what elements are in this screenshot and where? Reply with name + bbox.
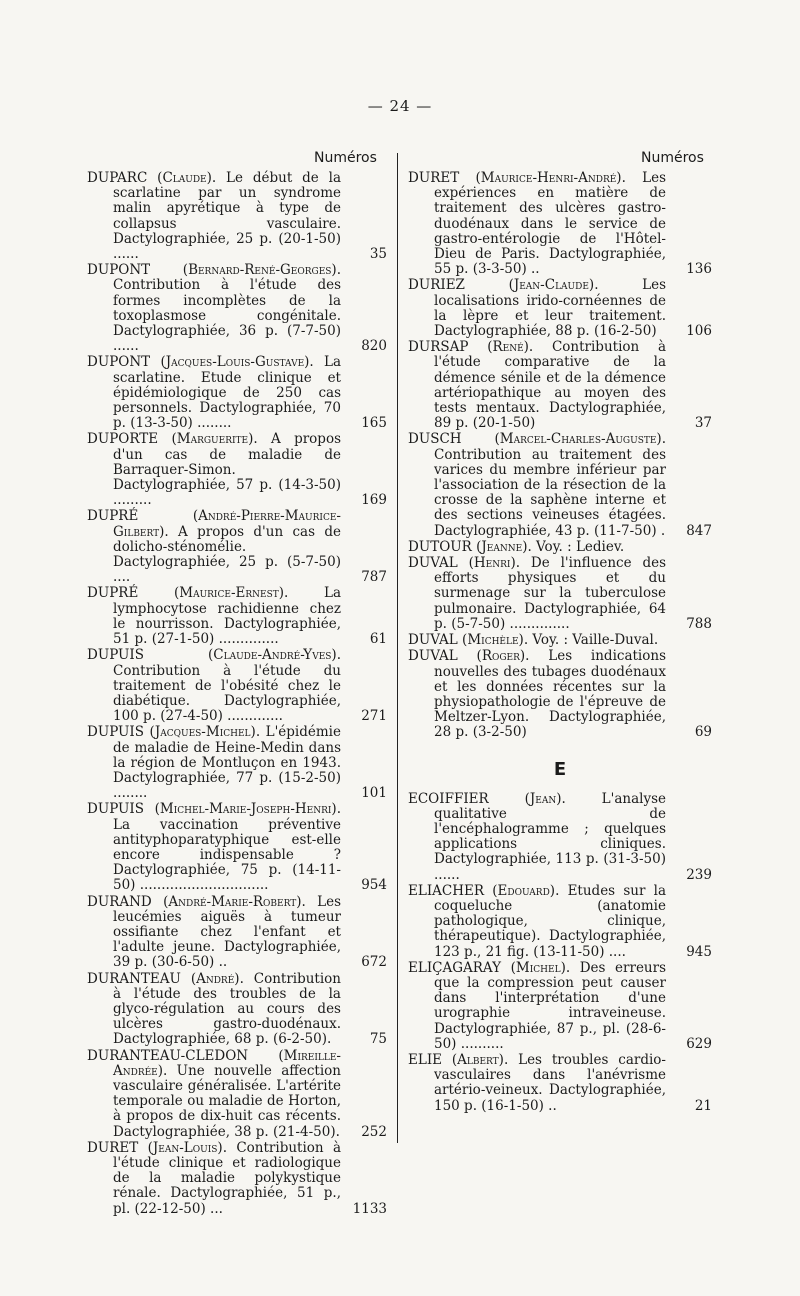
- entry-number: 820: [361, 338, 387, 355]
- author-given-names: (Jacques-Louis-Gustave): [160, 354, 310, 371]
- bibliography-entry: [408, 633, 712, 648]
- author-surname: DUVAL: [408, 555, 458, 572]
- entry-number: 75: [369, 1031, 387, 1048]
- author-given-names: (Claude): [157, 170, 212, 186]
- entry-body: . De l'influence des efforts physiques et du surmenage sur la tuberculose pulmonaire. Dactylographiée, 64 p. (5-7-50) ..............: [434, 555, 667, 632]
- entry-number: 252: [361, 1123, 387, 1140]
- author-given-names: (Jacques-Michel): [149, 724, 256, 741]
- author-given-names: (Bernard-René-Georges): [182, 262, 337, 279]
- entry-body: . Les localisations irido-cornéennes de la lèpre et leur traitement. Dactylographiée, 88 p. (16-2-50): [434, 277, 666, 340]
- entry-text: [87, 725, 341, 801]
- entry-body: . Voy. : Vaille-Duval.: [523, 632, 659, 649]
- bibliography-entry: [408, 884, 712, 960]
- entry-number: 37: [694, 415, 712, 432]
- entry-text: [87, 1049, 341, 1140]
- author-surname: DUPONT: [87, 354, 151, 371]
- author-surname: DUPRÉ: [87, 508, 139, 525]
- section-letter-e: E: [553, 758, 567, 780]
- author-surname: ELIE: [408, 1051, 443, 1068]
- entry-text: [87, 648, 341, 724]
- author-surname: DURANTEAU-CLEDON: [87, 1047, 249, 1064]
- author-surname: DUVAL: [408, 648, 458, 665]
- entry-number: 945: [686, 943, 712, 960]
- entry-text: [87, 432, 341, 508]
- author-given-names: (Jean-Louis): [147, 1139, 223, 1156]
- entry-number: 847: [686, 522, 712, 539]
- bibliography-entry: [408, 171, 712, 277]
- bibliography-entry: [87, 895, 387, 971]
- right-e-entries: [408, 792, 712, 1114]
- entry-text: [87, 802, 341, 893]
- entry-text: [408, 556, 666, 632]
- author-given-names: (Jeanne): [476, 538, 528, 555]
- entry-number: 101: [361, 785, 387, 802]
- entry-body: . Les leucémies aiguës à tumeur ossifiante chez l'enfant et l'adulte jeune. Dactylographiée, 39 p. (30-6-50) ..: [113, 893, 342, 971]
- author-surname: DURET: [87, 1139, 139, 1156]
- bibliography-entry: [408, 556, 712, 632]
- author-surname: ELIACHER: [408, 882, 485, 899]
- bibliography-entry: [408, 1053, 712, 1114]
- entry-text: [87, 263, 341, 354]
- entry-body: . Contribution à l'étude des troubles de la glyco-régulation au cours des ulcères gastro-duodénaux. Dactylographiée, 68 p. (6-2-50).: [113, 970, 341, 1048]
- entry-text: [87, 355, 341, 431]
- author-given-names: (Michèle): [462, 632, 524, 649]
- entry-body: . Le début de la scarlatine par un syndrome malin apyrétique à type de collapsus vasculaire. Dactylographiée, 25 p. (20-1-50) ......: [113, 170, 341, 263]
- entry-number: 61: [369, 631, 387, 648]
- author-surname: DUPONT: [87, 262, 151, 279]
- entry-text: [87, 586, 341, 647]
- bibliography-entry: [87, 802, 387, 893]
- author-given-names: (Edouard): [492, 882, 556, 899]
- entry-text: [408, 340, 666, 431]
- bibliography-entry: [87, 509, 387, 585]
- entry-number: 169: [361, 492, 387, 509]
- bibliography-entry: [408, 649, 712, 740]
- entry-body: . Une nouvelle affection vasculaire généralisée. L'artérite temporale ou maladie de Horton, à propos de dix-huit cas récents. Dactylographiée, 38 p. (21-4-50).: [113, 1062, 341, 1140]
- author-given-names: (Claude-André-Yves): [208, 647, 337, 664]
- author-surname: DURAND: [87, 893, 152, 910]
- entry-body: . La lymphocytose rachidienne chez le nourrisson. Dactylographiée, 51 p. (27-1-50) ..............: [113, 585, 341, 648]
- author-given-names: (Michel): [510, 959, 566, 976]
- right-column: [408, 171, 712, 1115]
- entry-text: [87, 972, 341, 1048]
- author-given-names: (René): [487, 339, 529, 356]
- bibliography-entry: [87, 972, 387, 1048]
- bibliography-entry: [408, 961, 712, 1052]
- author-surname: ELIÇAGARAY: [408, 959, 502, 976]
- entry-text: [408, 649, 666, 740]
- author-surname: DUPUIS: [87, 647, 145, 664]
- bibliography-entry: [408, 432, 712, 538]
- entry-number: 271: [361, 708, 387, 725]
- author-given-names: (Albert): [451, 1051, 504, 1068]
- page-number: — 24 —: [367, 97, 433, 115]
- author-surname: DUVAL: [408, 632, 458, 649]
- entry-text: [87, 171, 341, 262]
- entry-body: . Contribution à l'étude clinique et radiologique de la maladie polykystique rénale. Dactylographiée, 51 p., pl. (22-12-50) ...: [113, 1139, 341, 1217]
- entry-number: 69: [694, 724, 712, 741]
- author-surname: DURIEZ: [408, 277, 465, 294]
- author-given-names: (Michel-Marie-Joseph-Henri): [154, 801, 337, 818]
- entry-number: 954: [361, 877, 387, 894]
- entry-body: . A propos d'un cas de dolicho-sténomélie. Dactylographiée, 25 p. (5-7-50) ....: [113, 523, 341, 586]
- author-surname: DURET: [408, 170, 460, 186]
- author-given-names: (Jean-Claude): [508, 277, 595, 294]
- entry-body: . Des erreurs que la compression peut causer dans l'interprétation d'une urographie intraveineuse. Dactylographiée, 87 p., pl. (28-6-50) ..........: [434, 959, 667, 1052]
- column-header-right: Numéros: [641, 150, 704, 166]
- entry-body: . Les troubles cardio-vasculaires dans l'anévrisme artério-veineux. Dactylographiée, 150 p. (16-1-50) ..: [434, 1051, 666, 1114]
- entry-body: . Voy. : Lediev.: [527, 538, 625, 555]
- author-surname: DUTOUR: [408, 538, 472, 555]
- entry-text: [408, 1053, 666, 1114]
- bibliography-entry: [408, 540, 712, 555]
- bibliography-entry: [87, 263, 387, 354]
- column-header-left: Numéros: [314, 150, 377, 166]
- column-divider: [397, 153, 398, 1143]
- author-given-names: (Mireille-Andrée): [113, 1047, 341, 1079]
- left-column: [87, 171, 387, 1218]
- author-given-names: (Maurice-Ernest): [173, 585, 285, 602]
- entry-text: [408, 540, 666, 555]
- author-surname: DUPUIS: [87, 801, 145, 818]
- author-surname: DUPORTE: [87, 431, 159, 448]
- author-surname: DUPRÉ: [87, 585, 139, 602]
- entry-body: . La scarlatine. Etude clinique et épidémiologique de 250 cas personnels. Dactylographiée, 70 p. (13-3-50) ........: [113, 354, 341, 432]
- author-given-names: (Henri): [468, 555, 516, 572]
- author-given-names: (Roger): [476, 648, 526, 665]
- entry-number: 35: [369, 246, 387, 263]
- entry-text: [408, 278, 666, 339]
- entry-text: [87, 1141, 341, 1217]
- bibliography-entry: [87, 1141, 387, 1217]
- bibliography-entry: [87, 725, 387, 801]
- entry-number: 787: [361, 569, 387, 586]
- entry-body: . Les expériences en matière de traitement des ulcères gastro-duodénaux dans le service de gastro-entérologie de l'Hôtel-Dieu de Paris. Dactylographiée, 55 p. (3-3-50) ..: [434, 170, 666, 278]
- author-given-names: (Marcel-Charles-Auguste): [494, 431, 662, 448]
- bibliography-entry: [87, 1049, 387, 1140]
- bibliography-entry: [87, 355, 387, 431]
- entry-number: 21: [694, 1097, 712, 1114]
- bibliography-entry: [87, 648, 387, 724]
- entry-number: 788: [686, 615, 712, 632]
- bibliography-entry: [408, 278, 712, 339]
- right-d-entries: [408, 171, 712, 741]
- entry-body: . Contribution à l'étude des formes incomplètes de la toxoplasmose congénitale. Dactylographiée, 36 p. (7-7-50) ......: [113, 262, 341, 355]
- entry-body: . Etudes sur la coqueluche (anatomie pathologique, clinique, thérapeutique). Dactylographiée, 123 p., 21 fig. (13-11-50) ....: [434, 882, 667, 960]
- author-given-names: (Jean): [524, 790, 562, 807]
- entry-text: [87, 509, 341, 585]
- entry-text: [87, 895, 341, 971]
- entry-body: . A propos d'un cas de maladie de Barraquer-Simon. Dactylographiée, 57 p. (14-3-50) .........: [113, 431, 342, 509]
- entry-text: [408, 432, 666, 538]
- entry-text: [408, 884, 666, 960]
- entry-text: [408, 961, 666, 1052]
- entry-body: . L'analyse qualitative de l'encéphalogramme ; quelques applications cliniques. Dactylographiée, 113 p. (31-3-50) ......: [434, 790, 666, 883]
- entry-body: . Contribution à l'étude comparative de la démence sénile et de la démence artériopathique au moyen des tests mentaux. Dactylographiée, 89 p. (20-1-50): [434, 339, 666, 432]
- entry-body: . Contribution au traitement des varices du membre inférieur par l'association de la résection de la crosse de la saphène interne et des sections veineuses étagées. Dactylographiée, 43 p. (11-7-50) .: [434, 431, 666, 539]
- author-given-names: (Maurice-Henri-André): [475, 170, 622, 186]
- entry-number: 672: [361, 954, 387, 971]
- bibliography-entry: [87, 171, 387, 262]
- author-surname: DURSAP: [408, 339, 469, 356]
- author-surname: DUPUIS: [87, 724, 145, 741]
- entry-body: . La vaccination préventive antityphoparatyphique est-elle encore indispensable ? Dactylographiée, 75 p. (14-11-50) ..............................: [113, 801, 341, 894]
- entry-number: 106: [686, 323, 712, 340]
- author-surname: DURANTEAU: [87, 970, 181, 987]
- entry-text: [408, 171, 666, 277]
- entry-number: 239: [686, 866, 712, 883]
- author-given-names: (André): [190, 970, 240, 987]
- entry-body: . Contribution à l'étude du traitement de l'obésité chez le diabétique. Dactylographiée, 100 p. (27-4-50) .............: [113, 647, 341, 725]
- author-given-names: (Marguerite): [171, 431, 254, 448]
- bibliography-entry: [87, 586, 387, 647]
- entry-number: 165: [361, 415, 387, 432]
- author-given-names: (André-Pierre-Maurice-Gilbert): [113, 508, 341, 540]
- author-surname: DUPARC: [87, 170, 148, 186]
- entry-body: . Les indications nouvelles des tubages duodénaux et les données récentes sur la physiopathologie de l'épreuve de Meltzer-Lyon. Dactylographiée, 28 p. (3-2-50): [434, 648, 666, 741]
- entry-text: [408, 633, 666, 648]
- author-surname: DUSCH: [408, 431, 462, 448]
- entry-number: 136: [686, 261, 712, 278]
- author-given-names: (André-Marie-Robert): [163, 893, 302, 910]
- entry-body: . L'épidémie de maladie de Heine-Medin dans la région de Montluçon en 1943. Dactylographiée, 77 p. (15-2-50) ........: [113, 724, 341, 802]
- bibliography-entry: [408, 340, 712, 431]
- entry-text: [408, 792, 666, 883]
- bibliography-entry: [408, 792, 712, 883]
- bibliography-entry: [87, 432, 387, 508]
- author-surname: ECOIFFIER: [408, 790, 489, 807]
- entry-number: 629: [686, 1035, 712, 1052]
- entry-number: 1133: [352, 1200, 387, 1217]
